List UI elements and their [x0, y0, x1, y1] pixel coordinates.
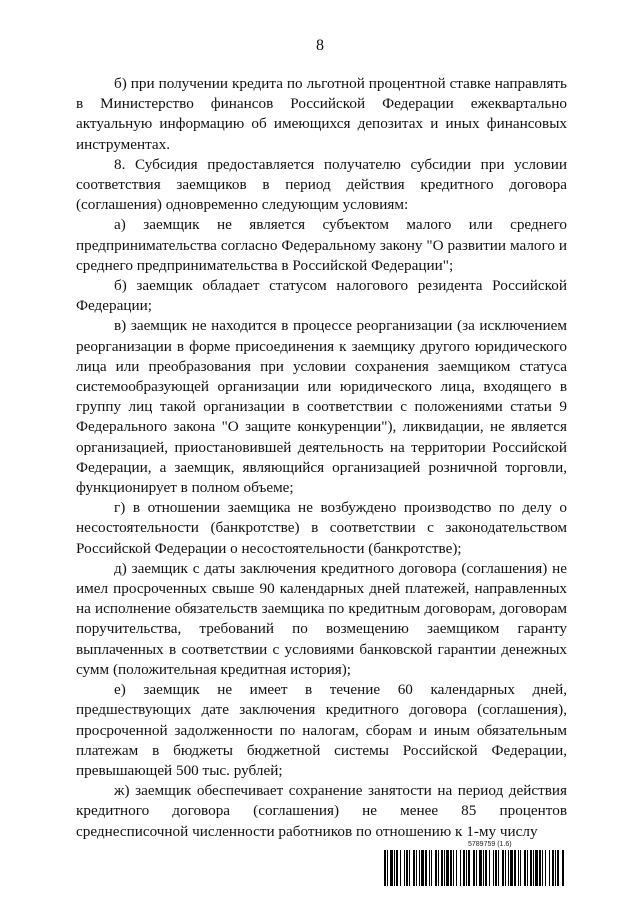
- barcode-bar: [485, 850, 487, 886]
- paragraph-b-reporting: б) при получении кредита по льготной процентной ставке направлять в Министерство финансов Российской Федерации ежеквартально актуальную информацию об имеющихся депозитах и иных финансовых инструментах.: [76, 75, 567, 153]
- barcode-bar: [545, 850, 546, 886]
- barcode-bar: [510, 850, 513, 886]
- barcode-bar: [421, 850, 424, 886]
- barcode-bar: [384, 850, 386, 886]
- barcode-bar: [502, 850, 504, 886]
- barcode-bar: [425, 850, 427, 886]
- barcode-bar: [438, 850, 439, 886]
- document-id: 5789759 (1.6): [468, 841, 512, 848]
- barcode-bar: [542, 850, 543, 886]
- barcode-bar: [489, 850, 490, 886]
- barcode-bar: [552, 850, 554, 886]
- condition-d: д) заемщик с даты заключения кредитного договора (соглашения) не имел просроченных свыше 90 календарных дней платежей, направленных на исполнение обязательств заемщика по кредитным договорам, договорам поручительства, требований по возмещению заемщиком гаранту выплаченных в соответствии с условиями банковской гарантии денежных сумм (положительная кредитная история);: [76, 559, 567, 678]
- barcode-bar: [555, 850, 556, 886]
- document-footer: [384, 840, 564, 894]
- barcode-bar: [396, 850, 398, 886]
- barcode-bar: [456, 850, 457, 886]
- barcode-bar: [524, 850, 526, 886]
- barcode-bar: [450, 850, 452, 886]
- barcode-bar: [394, 850, 395, 886]
- barcode-bar: [493, 850, 494, 886]
- page-number: 8: [316, 37, 324, 54]
- barcode-bar: [535, 850, 538, 886]
- condition-v: в) заемщик не находится в процессе реорганизации (за исключением реорганизации в форме присоединения к заемщику другого юридического лица или преобразования при условии сохранения заемщиком статуса системообразующей организации или юридического лица, входящего в группу лиц такой организации в соответствии с положениями статьи 9 Федерального закона "О защите конкуренции"), ликвидации, не является организацией, приостановившей деятельность на территории Российской Федерации, а заемщик, являющийся организацией розничной торговли, функционирует в полном объеме;: [76, 317, 567, 497]
- barcode-bar: [520, 850, 521, 886]
- barcode-bar: [557, 850, 559, 886]
- barcode-bar: [429, 850, 430, 886]
- barcode-bar: [463, 850, 465, 886]
- barcode-bar: [466, 850, 467, 886]
- barcode-bar: [479, 850, 482, 886]
- barcode-bar: [483, 850, 484, 886]
- barcode-bar: [460, 850, 461, 886]
- barcode-bar: [404, 850, 405, 886]
- barcode-bar: [518, 850, 519, 886]
- barcode-bar: [406, 850, 408, 886]
- barcode-bar: [539, 850, 541, 886]
- barcode-bar: [495, 850, 497, 886]
- barcode-image: [384, 850, 564, 886]
- condition-g: г) в отношении заемщика не возбуждено производство по делу о несостоятельности (банкротстве) в соответствии с законодательством Российской Федерации о несостоятельности (банкротстве);: [76, 499, 567, 557]
- condition-zh: ж) заемщик обеспечивает сохранение занятости на период действия кредитного договора (соглашения) не менее 85 процентов среднесписочной численности работников по отношению к 1-му числу: [76, 782, 567, 840]
- barcode-bar: [435, 850, 437, 886]
- barcode-bar: [387, 850, 388, 886]
- condition-a: а) заемщик не является субъектом малого или среднего предпринимательства согласно Федеральному закону "О развитии малого и среднего предпринимательства в Российской Федерации";: [76, 216, 567, 274]
- barcode-bar: [453, 850, 454, 886]
- barcode-bar: [444, 850, 445, 886]
- barcode-bar: [390, 850, 393, 886]
- barcode-bar: [508, 850, 509, 886]
- barcode-bar: [530, 850, 532, 886]
- barcode-bar: [400, 850, 401, 886]
- barcode-bar: [514, 850, 516, 886]
- barcode-bar: [441, 850, 443, 886]
- barcode-bar: [562, 850, 564, 886]
- document-body: [76, 74, 567, 842]
- barcode-bar: [446, 850, 449, 886]
- paragraph-8-subsidy-conditions: 8. Субсидия предоставляется получателю субсидии при условии соответствия заемщиков в период действия кредитного договора (соглашения) одновременно следующим условиям:: [76, 155, 567, 214]
- barcode-bar: [533, 850, 534, 886]
- barcode-bar: [476, 850, 477, 886]
- barcode-bar: [409, 850, 410, 886]
- barcode-bar: [505, 850, 506, 886]
- barcode-bar: [413, 850, 415, 886]
- barcode-bar: [419, 850, 420, 886]
- barcode-bar: [527, 850, 528, 886]
- barcode-bar: [416, 850, 417, 886]
- condition-b: б) заемщик обладает статусом налогового резидента Российской Федерации;: [76, 277, 567, 315]
- barcode-bar: [549, 850, 550, 886]
- barcode-bar: [431, 850, 432, 886]
- barcode-bar: [473, 850, 475, 886]
- barcode-bar: [498, 850, 499, 886]
- barcode-bar: [468, 850, 470, 886]
- condition-e: е) заемщик не имеет в течение 60 календарных дней, предшествующих дате заключения кредитного договора (соглашения), просроченной задолженности по налогам, сборам и иным обязательным платежам в бюджеты бюджетной системы Российской Федерации, превышающей 500 тыс. рублей;: [76, 681, 567, 779]
